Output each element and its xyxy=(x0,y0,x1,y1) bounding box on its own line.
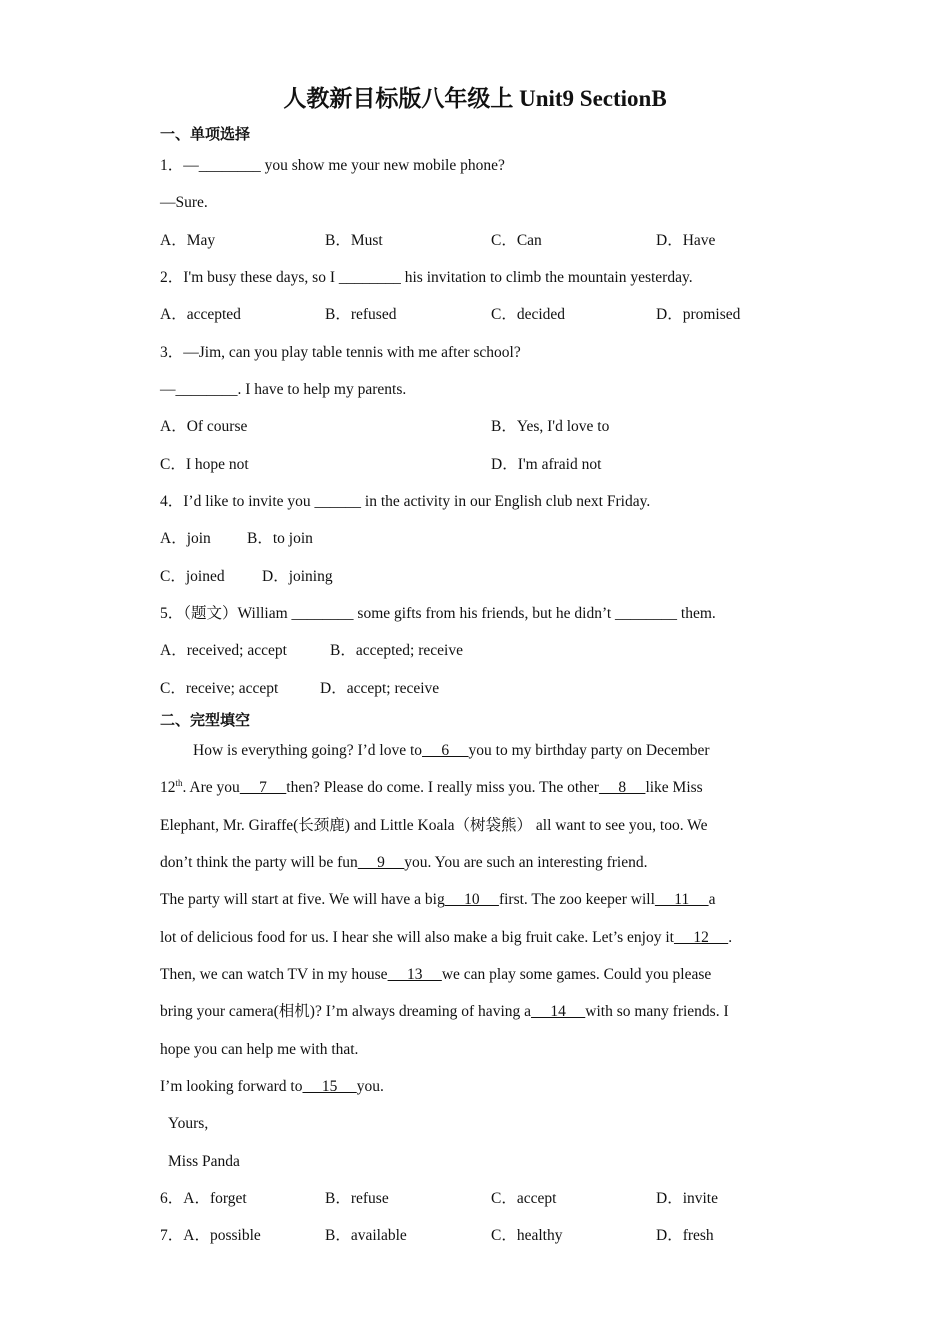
q6-option-b: B．refuse xyxy=(325,1190,389,1207)
q4-option-b: B．to join xyxy=(247,530,313,547)
blank-12: 12 xyxy=(673,929,729,946)
section-heading-cloze: 二、完型填空 xyxy=(160,711,251,729)
blank-11: 11 xyxy=(654,891,709,908)
cloze-text: with so many friends. I xyxy=(585,1003,729,1020)
cloze-text: lot of delicious food for us. I hear she will also make a big fruit cake. Let’s enjoy it xyxy=(160,929,674,946)
cloze-text: I’m looking forward to xyxy=(160,1078,303,1095)
section-heading-single-choice: 一、单项选择 xyxy=(160,125,251,143)
question-2-stem: 2．I'm busy these days, so I ________ his invitation to climb the mountain yesterday. xyxy=(160,269,693,286)
cloze-text: first. The zoo keeper will xyxy=(498,891,655,908)
blank-15: 15 xyxy=(302,1078,357,1095)
q7-option-d: D．fresh xyxy=(656,1227,714,1244)
cloze-text: How is everything going? I’d love to xyxy=(193,742,423,759)
q6-option-c: C．accept xyxy=(491,1190,557,1207)
cloze-line-3: Elephant, Mr. Giraffe(长颈鹿) and Little Koala（树袋熊） all want to see you, too. We xyxy=(160,817,708,834)
cloze-line-10 xyxy=(160,1077,384,1097)
question-1-stem: 1．—________ you show me your new mobile phone? xyxy=(160,157,505,174)
blank-13: 13 xyxy=(387,966,442,983)
cloze-line-5 xyxy=(160,890,716,910)
cloze-line-7 xyxy=(160,965,711,985)
q3-option-a: A．Of course xyxy=(160,418,248,435)
blank-7: 7 xyxy=(239,779,287,796)
q4-option-c: C．joined xyxy=(160,568,225,585)
q1-option-d: D．Have xyxy=(656,232,716,249)
question-5-stem: 5．（题文）William ________ some gifts from his friends, but he didn’t ________ them. xyxy=(160,605,716,622)
q7-option-c: C．healthy xyxy=(491,1227,563,1244)
cloze-text: then? Please do come. I really miss you. The other xyxy=(286,779,599,796)
q3-option-c: C．I hope not xyxy=(160,456,249,473)
q7-option-a: 7．A．possible xyxy=(160,1227,261,1244)
q5-option-d: D．accept; receive xyxy=(320,680,440,697)
blank-8: 8 xyxy=(598,779,646,796)
q1-option-b: B．Must xyxy=(325,232,383,249)
q1-option-a: A．May xyxy=(160,232,216,249)
cloze-line-1 xyxy=(193,741,710,761)
question-3-stem: 3．—Jim, can you play table tennis with me after school? xyxy=(160,344,521,361)
blank-9: 9 xyxy=(357,854,405,871)
q3-option-b: B．Yes, I'd love to xyxy=(491,418,610,435)
blank-10: 10 xyxy=(444,891,499,908)
letter-signature: Miss Panda xyxy=(168,1153,240,1170)
q2-option-b: B．refused xyxy=(325,306,397,323)
cloze-text: Then, we can watch TV in my house xyxy=(160,966,388,983)
cloze-line-4 xyxy=(160,853,647,873)
ordinal-suffix: th xyxy=(175,777,183,788)
q2-option-d: D．promised xyxy=(656,306,741,323)
q6-option-a: 6．A．forget xyxy=(160,1190,247,1207)
cloze-text: you. xyxy=(356,1078,384,1095)
cloze-text: . xyxy=(728,929,733,946)
letter-closing: Yours, xyxy=(168,1115,209,1132)
q5-option-c: C．receive; accept xyxy=(160,680,279,697)
q2-option-a: A．accepted xyxy=(160,306,241,323)
cloze-line-8 xyxy=(160,1002,729,1022)
question-3-reply: —________. I have to help my parents. xyxy=(160,381,407,398)
cloze-text: The party will start at five. We will have a big xyxy=(160,891,445,908)
cloze-line-9: hope you can help me with that. xyxy=(160,1041,359,1058)
cloze-text: you. You are such an interesting friend. xyxy=(404,854,648,871)
q5-option-b: B．accepted; receive xyxy=(330,642,463,659)
cloze-text: 12 xyxy=(160,779,176,796)
q3-option-d: D．I'm afraid not xyxy=(491,456,602,473)
q7-option-b: B．available xyxy=(325,1227,407,1244)
blank-14: 14 xyxy=(531,1003,586,1020)
cloze-text: we can play some games. Could you please xyxy=(441,966,712,983)
cloze-text: a xyxy=(708,891,716,908)
q4-option-d: D．joining xyxy=(262,568,333,585)
cloze-line-6 xyxy=(160,928,732,948)
cloze-text: bring your camera(相机)? I’m always dreaming of having a xyxy=(160,1003,532,1020)
question-4-stem: 4．I’d like to invite you ______ in the activity in our English club next Friday. xyxy=(160,493,651,510)
cloze-line-2 xyxy=(160,778,703,798)
q2-option-c: C．decided xyxy=(491,306,566,323)
q6-option-d: D．invite xyxy=(656,1190,718,1207)
cloze-text: don’t think the party will be fun xyxy=(160,854,358,871)
q4-option-a: A．join xyxy=(160,530,211,547)
q1-option-c: C．Can xyxy=(491,232,542,249)
question-1-reply: —Sure. xyxy=(160,194,208,211)
page-title: 人教新目标版八年级上 Unit9 SectionB xyxy=(283,86,667,111)
blank-6: 6 xyxy=(422,742,469,759)
q5-option-a: A．received; accept xyxy=(160,642,287,659)
cloze-text: like Miss xyxy=(645,779,703,796)
cloze-text: . Are you xyxy=(182,779,240,796)
cloze-text: you to my birthday party on December xyxy=(468,742,710,759)
